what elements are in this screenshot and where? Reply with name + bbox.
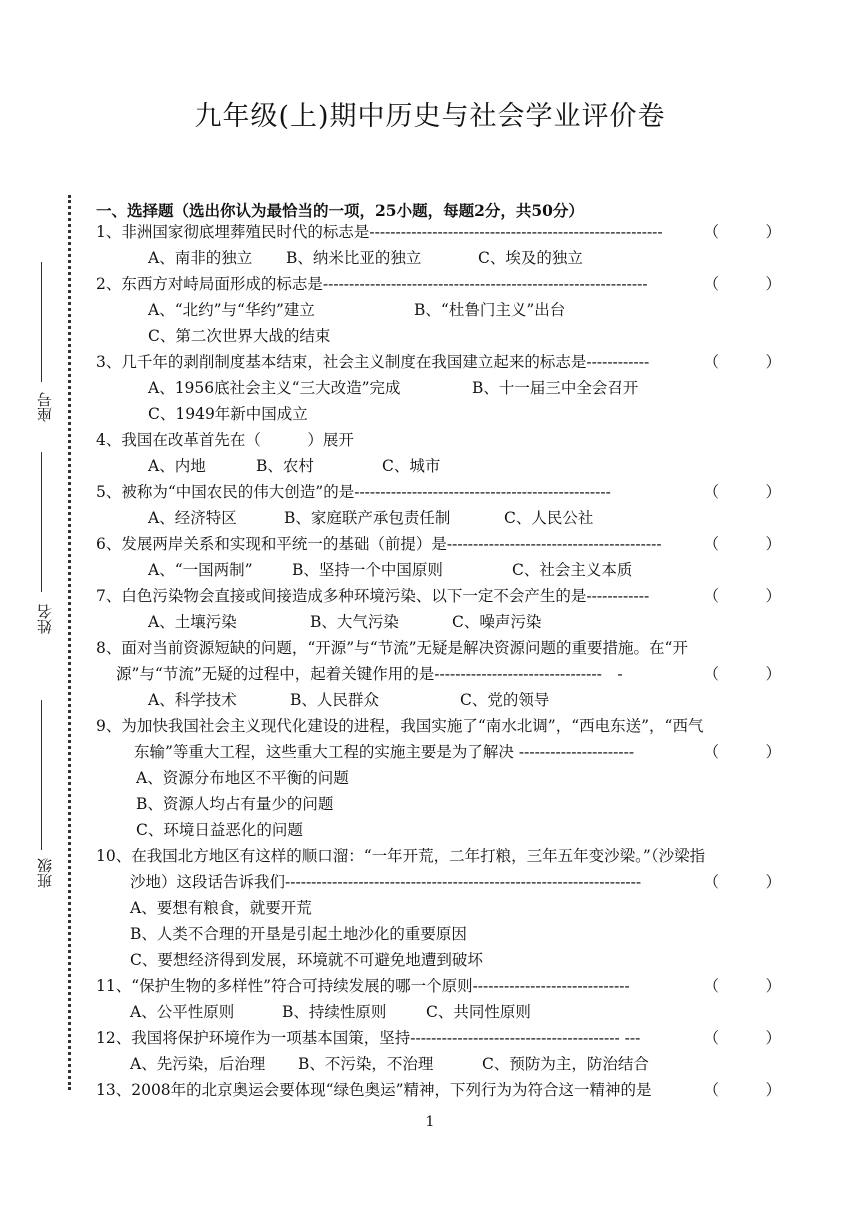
question-stem <box>96 534 781 554</box>
name-underline <box>41 452 42 592</box>
question-text: 5、被称为“中国农民的伟大创造”的是------------------------------------------------- <box>96 483 611 501</box>
option: C、城市 <box>382 457 441 475</box>
question-text: 沙地）这段话告诉我们-------------------------------------------------------------------- <box>130 873 642 891</box>
question-text: 8、面对当前资源短缺的问题，“开源”与“节流”无疑是解决资源问题的重要措施。在“开 <box>96 639 688 657</box>
answer-paren: （ ） <box>703 223 781 241</box>
option: B、“杜鲁门主义”出台 <box>414 301 566 319</box>
answer-paren: （ ） <box>703 873 781 891</box>
option: A、资源分布地区不平衡的问题 <box>136 769 349 787</box>
option: B、纳米比亚的独立 <box>286 249 422 267</box>
question-stem <box>96 586 781 606</box>
name-label: 姓名 <box>36 604 54 634</box>
answer-paren: （ ） <box>703 483 781 501</box>
option: A、土壤污染 <box>148 613 237 631</box>
question-stem-cont <box>134 742 781 762</box>
option: C、预防为主，防治结合 <box>482 1055 649 1073</box>
seat-underline <box>41 262 42 382</box>
answer-paren: （ ） <box>703 665 781 683</box>
question-stem <box>96 638 781 658</box>
answer-paren: （ ） <box>703 587 781 605</box>
question-text: 4、我国在改革首先在（ ）展开 <box>96 431 354 449</box>
option: B、大气污染 <box>310 613 399 631</box>
option: B、资源人均占有量少的问题 <box>136 795 334 813</box>
answer-paren: （ ） <box>703 1029 781 1047</box>
option: A、“一国两制” <box>148 561 253 579</box>
question-stem <box>96 430 781 450</box>
option: A、1956底社会主义“三大改造”完成 <box>148 379 401 397</box>
answer-paren: （ ） <box>703 275 781 293</box>
option: C、埃及的独立 <box>478 249 583 267</box>
binding-dotted-line <box>68 195 71 1090</box>
option: B、持续性原则 <box>282 1003 387 1021</box>
option: B、不污染，不治理 <box>298 1055 434 1073</box>
class-underline <box>41 700 42 850</box>
option: A、科学技术 <box>148 691 237 709</box>
question-text: 9、为加快我国社会主义现代化建设的进程，我国实施了“南水北调”，“西电东送”，“西气 <box>96 717 704 735</box>
question-stem <box>96 846 781 866</box>
option: C、要想经济得到发展，环境就不可避免地遭到破坏 <box>130 951 483 969</box>
question-stem-cont <box>130 872 781 892</box>
page-number: 1 <box>425 1114 435 1130</box>
option: C、1949年新中国成立 <box>148 405 308 423</box>
option: A、经济特区 <box>148 509 237 527</box>
question-text: 2、东西方对峙局面形成的标志是-------------------------------------------------------------- <box>96 275 648 293</box>
option: C、共同性原则 <box>426 1003 531 1021</box>
question-text: 12、我国将保护环境作为一项基本国策，坚持---------------------------------------- --- <box>96 1029 641 1047</box>
option: A、“北约”与“华约”建立 <box>148 301 315 319</box>
option: A、南非的独立 <box>148 249 253 267</box>
option: A、先污染，后治理 <box>130 1055 266 1073</box>
question-stem <box>96 1028 781 1048</box>
page-title: 九年级(上)期中历史与社会学业评价卷 <box>194 101 666 132</box>
question-text: 13、2008年的北京奥运会要体现“绿色奥运”精神，下列行为为符合这一精神的是 <box>96 1081 652 1099</box>
option: C、环境日益恶化的问题 <box>136 821 303 839</box>
class-label: 班级 <box>36 858 54 888</box>
question-text: 6、发展两岸关系和实现和平统一的基础（前提）是----------------------------------------- <box>96 535 662 553</box>
question-stem <box>96 352 781 372</box>
option: C、第二次世界大战的结束 <box>148 327 331 345</box>
option: B、家庭联产承包责任制 <box>284 509 451 527</box>
option: A、内地 <box>148 457 206 475</box>
question-text: 1、非洲国家彻底埋葬殖民时代的标志是-------------------------------------------------------- <box>96 223 663 241</box>
question-text: 11、“保护生物的多样性”符合可持续发展的哪一个原则------------------------------ <box>96 977 630 995</box>
question-stem <box>96 482 781 502</box>
answer-paren: （ ） <box>703 743 781 761</box>
option: B、人类不合理的开垦是引起土地沙化的重要原因 <box>130 925 467 943</box>
question-stem <box>96 274 781 294</box>
question-stem-cont <box>116 664 781 684</box>
option: B、农村 <box>256 457 314 475</box>
option: A、公平性原则 <box>130 1003 235 1021</box>
question-text: 源”与“节流”无疑的过程中，起着关键作用的是-------------------------------- - <box>116 665 623 683</box>
option: C、社会主义本质 <box>512 561 633 579</box>
option: A、要想有粮食，就要开荒 <box>130 899 312 917</box>
question-stem <box>96 1080 781 1100</box>
question-text: 7、白色污染物会直接或间接造成多种环境污染、以下一定不会产生的是------------ <box>96 587 650 605</box>
option: C、党的领导 <box>460 691 550 709</box>
question-text: 3、几千年的剥削制度基本结束，社会主义制度在我国建立起来的标志是------------ <box>96 353 650 371</box>
question-stem <box>96 976 781 996</box>
question-text: 10、在我国北方地区有这样的顺口溜：“一年开荒，二年打粮，三年五年变沙梁。”（沙梁指 <box>96 847 706 865</box>
option: B、十一届三中全会召开 <box>472 379 639 397</box>
option: C、人民公社 <box>504 509 594 527</box>
option: B、坚持一个中国原则 <box>292 561 443 579</box>
question-text: 东输”等重大工程，这些重大工程的实施主要是为了解决 ---------------------- <box>134 743 635 761</box>
option: B、人民群众 <box>290 691 379 709</box>
answer-paren: （ ） <box>703 977 781 995</box>
answer-paren: （ ） <box>703 353 781 371</box>
question-stem <box>96 716 781 736</box>
option: C、噪声污染 <box>452 613 542 631</box>
answer-paren: （ ） <box>703 535 781 553</box>
section-heading: 一、选择题（选出你认为最恰当的一项，25小题，每题2分，共50分） <box>96 201 584 220</box>
seat-label: 座号 <box>36 392 54 422</box>
question-stem <box>96 222 781 242</box>
answer-paren: （ ） <box>703 1081 781 1099</box>
